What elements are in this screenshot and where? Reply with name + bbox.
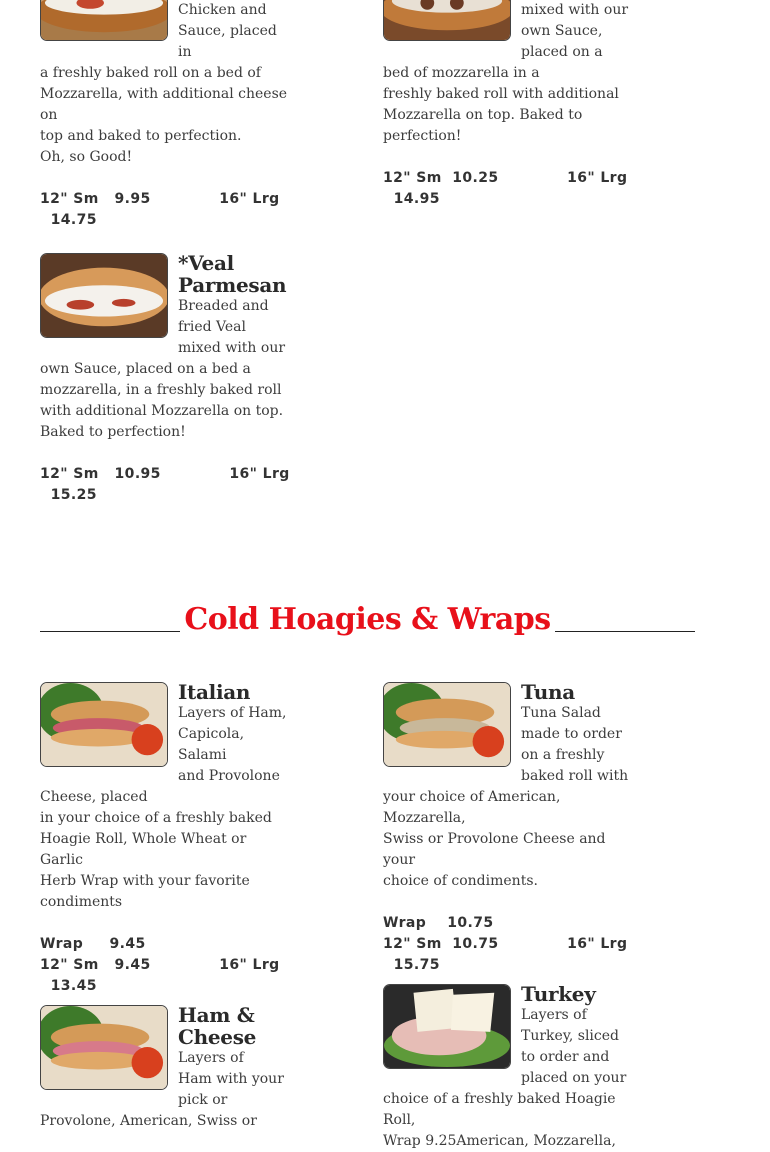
item-description: Layers of Turkey, sliced to order and placed on your choice of a freshly baked Hoagie Roll, Wrap 9.25American, Mozzarella,	[383, 1007, 627, 1149]
item-name: Turkey	[521, 982, 596, 1006]
item-description: Layers of Ham with your pick or Provolone, American, Swiss or	[40, 1050, 284, 1129]
item-name: Ham & Cheese	[178, 1003, 257, 1049]
item-description: mixed with our own Sauce, placed on a bed of mozzarella in a freshly baked roll with additional Mozzarella on top. Baked to perfection!	[383, 2, 629, 144]
item-price: Wrap 10.75 12" Sm 10.75 16" Lrg 15.75	[383, 915, 628, 973]
menu-item-tuna	[383, 681, 633, 976]
menu-item-italian	[40, 681, 290, 997]
italian-hoagie-photo	[40, 682, 168, 767]
item-name: Tuna	[521, 680, 575, 704]
meatball-sandwich-photo	[383, 0, 511, 41]
section-title: Cold Hoagies & Wraps	[40, 600, 695, 640]
chicken-sandwich-photo	[40, 0, 168, 41]
item-name: Italian	[178, 680, 251, 704]
item-price: Wrap 9.45 12" Sm 9.45 16" Lrg 13.45	[40, 936, 280, 994]
menu-item-turkey	[383, 983, 633, 1152]
tuna-hoagie-photo	[383, 682, 511, 767]
menu-item-meatball-parmesan	[383, 0, 633, 210]
menu-item-veal-parmesan	[40, 252, 290, 506]
item-price: 12" Sm 10.25 16" Lrg 14.95	[383, 170, 628, 207]
item-name: *Veal Parmesan	[178, 251, 287, 297]
ham-cheese-hoagie-photo	[40, 1005, 168, 1090]
item-price: 12" Sm 9.95 16" Lrg 14.75	[40, 191, 280, 228]
item-description: Layers of Ham, Capicola, Salami and Provolone Cheese, placed in your choice of a freshly baked Hoagie Roll, Whole Wheat or Garlic Herb Wrap with your favorite condiments	[40, 705, 287, 910]
veal-sandwich-photo	[40, 253, 168, 338]
menu-item-ham-and-cheese	[40, 1004, 290, 1132]
menu-item-chicken-parmesan	[40, 0, 290, 231]
item-description: Breaded and fried Veal mixed with our own Sauce, placed on a bed a mozzarella, in a freshly baked roll with additional Mozzarella on top. Baked to perfection!	[40, 298, 286, 440]
turkey-sandwich-photo	[383, 984, 511, 1069]
item-price: 12" Sm 10.95 16" Lrg 15.25	[40, 466, 290, 503]
item-description: Tuna Salad made to order on a freshly baked roll with your choice of American, Mozzarella, Swiss or Provolone Cheese and your choice of condiments.	[383, 705, 629, 889]
item-description: Chicken and Sauce, placed in a freshly baked roll on a bed of Mozzarella, with additional cheese on top and baked to perfection. Oh, so Good!	[40, 2, 288, 165]
